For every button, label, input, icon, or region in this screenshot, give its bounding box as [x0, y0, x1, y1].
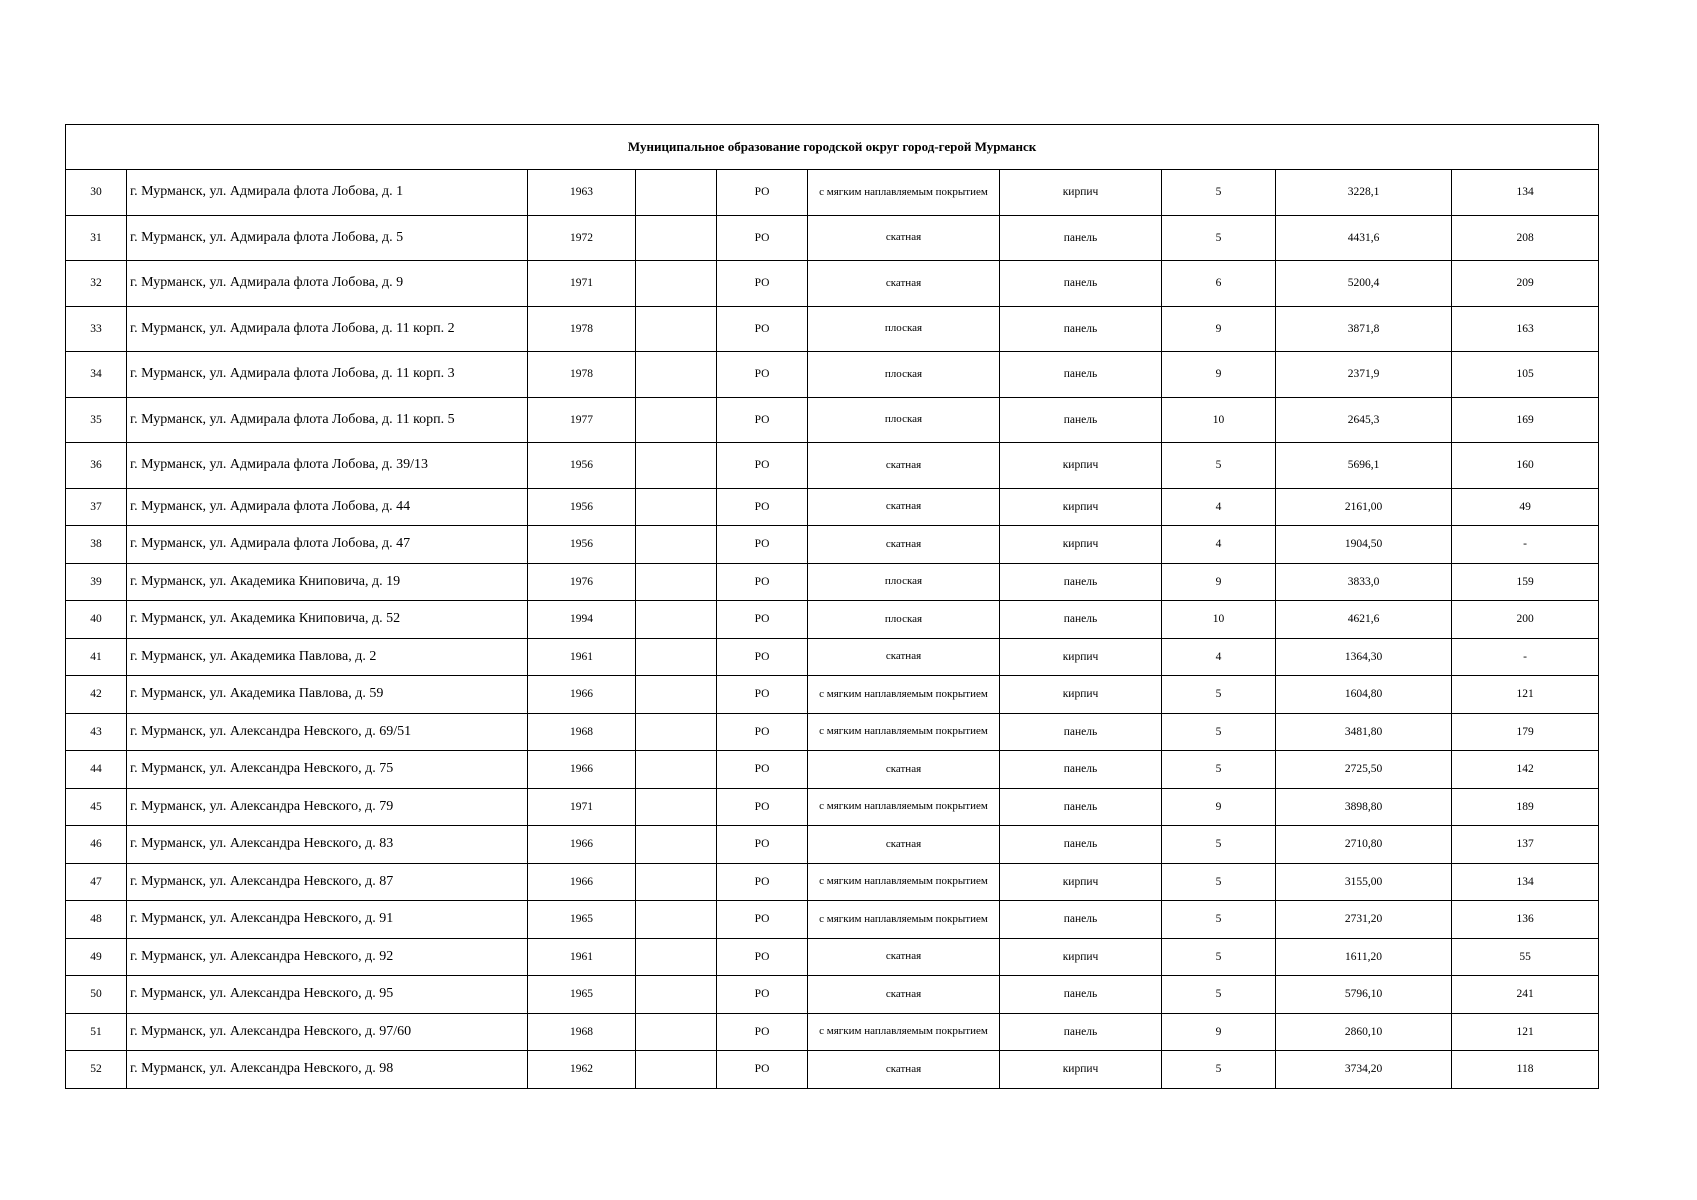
address-cell: г. Мурманск, ул. Александра Невского, д. 91 [127, 901, 528, 939]
address-cell: г. Мурманск, ул. Адмирала флота Лобова, д. 1 [127, 170, 528, 216]
wall-material-cell: кирпич [1000, 488, 1162, 526]
floors-cell: 5 [1162, 751, 1276, 789]
empty-cell [636, 676, 717, 714]
year-built-cell: 1956 [528, 526, 636, 564]
empty-cell [636, 788, 717, 826]
address-cell: г. Мурманск, ул. Академика Книповича, д. 52 [127, 601, 528, 639]
empty-cell [636, 306, 717, 352]
method-cell: РО [717, 261, 808, 307]
address-cell: г. Мурманск, ул. Адмирала флота Лобова, д. 44 [127, 488, 528, 526]
wall-material-cell: панель [1000, 215, 1162, 261]
roof-type-cell: с мягким наплавляемым покрытием [808, 788, 1000, 826]
residents-cell: 121 [1452, 1013, 1599, 1051]
residents-cell: 163 [1452, 306, 1599, 352]
table-row [66, 901, 1599, 939]
residents-cell: 209 [1452, 261, 1599, 307]
table-row [66, 526, 1599, 564]
table-row [66, 215, 1599, 261]
row-number-cell: 48 [66, 901, 127, 939]
roof-type-cell: скатная [808, 215, 1000, 261]
address-cell: г. Мурманск, ул. Академика Книповича, д. 19 [127, 563, 528, 601]
year-built-cell: 1961 [528, 638, 636, 676]
method-cell: РО [717, 863, 808, 901]
method-cell: РО [717, 563, 808, 601]
floors-cell: 5 [1162, 443, 1276, 489]
floors-cell: 5 [1162, 1051, 1276, 1089]
address-cell: г. Мурманск, ул. Александра Невского, д. 92 [127, 938, 528, 976]
roof-type-cell: плоская [808, 563, 1000, 601]
method-cell: РО [717, 676, 808, 714]
residents-cell: 134 [1452, 170, 1599, 216]
empty-cell [636, 601, 717, 639]
address-cell: г. Мурманск, ул. Академика Павлова, д. 2 [127, 638, 528, 676]
residents-cell: 105 [1452, 352, 1599, 398]
year-built-cell: 1966 [528, 676, 636, 714]
residents-cell: 137 [1452, 826, 1599, 864]
method-cell: РО [717, 751, 808, 789]
residents-cell: 160 [1452, 443, 1599, 489]
floors-cell: 5 [1162, 676, 1276, 714]
method-cell: РО [717, 352, 808, 398]
table-row [66, 713, 1599, 751]
empty-cell [636, 751, 717, 789]
year-built-cell: 1977 [528, 397, 636, 443]
table-row [66, 788, 1599, 826]
buildings-table [65, 124, 1599, 1089]
wall-material-cell: кирпич [1000, 1051, 1162, 1089]
empty-cell [636, 976, 717, 1014]
wall-material-cell: панель [1000, 352, 1162, 398]
empty-cell [636, 826, 717, 864]
residents-cell: 134 [1452, 863, 1599, 901]
method-cell: РО [717, 938, 808, 976]
area-cell: 3833,0 [1276, 563, 1452, 601]
area-cell: 2371,9 [1276, 352, 1452, 398]
roof-type-cell: скатная [808, 938, 1000, 976]
wall-material-cell: панель [1000, 261, 1162, 307]
floors-cell: 9 [1162, 306, 1276, 352]
row-number-cell: 50 [66, 976, 127, 1014]
table-row [66, 443, 1599, 489]
row-number-cell: 46 [66, 826, 127, 864]
floors-cell: 5 [1162, 938, 1276, 976]
row-number-cell: 38 [66, 526, 127, 564]
roof-type-cell: с мягким наплавляемым покрытием [808, 713, 1000, 751]
empty-cell [636, 563, 717, 601]
method-cell: РО [717, 215, 808, 261]
roof-type-cell: с мягким наплавляемым покрытием [808, 863, 1000, 901]
address-cell: г. Мурманск, ул. Александра Невского, д. 75 [127, 751, 528, 789]
area-cell: 2725,50 [1276, 751, 1452, 789]
method-cell: РО [717, 713, 808, 751]
area-cell: 3155,00 [1276, 863, 1452, 901]
floors-cell: 9 [1162, 352, 1276, 398]
year-built-cell: 1978 [528, 306, 636, 352]
wall-material-cell: панель [1000, 601, 1162, 639]
floors-cell: 5 [1162, 863, 1276, 901]
wall-material-cell: панель [1000, 563, 1162, 601]
area-cell: 3228,1 [1276, 170, 1452, 216]
residents-cell: 189 [1452, 788, 1599, 826]
roof-type-cell: с мягким наплавляемым покрытием [808, 170, 1000, 216]
table-row [66, 976, 1599, 1014]
year-built-cell: 1994 [528, 601, 636, 639]
year-built-cell: 1962 [528, 1051, 636, 1089]
empty-cell [636, 901, 717, 939]
roof-type-cell: скатная [808, 826, 1000, 864]
wall-material-cell: панель [1000, 901, 1162, 939]
address-cell: г. Мурманск, ул. Адмирала флота Лобова, д. 11 корп. 5 [127, 397, 528, 443]
floors-cell: 5 [1162, 976, 1276, 1014]
table-row [66, 563, 1599, 601]
area-cell: 5696,1 [1276, 443, 1452, 489]
floors-cell: 10 [1162, 397, 1276, 443]
row-number-cell: 41 [66, 638, 127, 676]
empty-cell [636, 215, 717, 261]
row-number-cell: 34 [66, 352, 127, 398]
table-row [66, 397, 1599, 443]
roof-type-cell: плоская [808, 352, 1000, 398]
area-cell: 1611,20 [1276, 938, 1452, 976]
year-built-cell: 1966 [528, 863, 636, 901]
table-row [66, 488, 1599, 526]
residents-cell: 49 [1452, 488, 1599, 526]
row-number-cell: 42 [66, 676, 127, 714]
table-title-row [66, 125, 1599, 170]
year-built-cell: 1961 [528, 938, 636, 976]
table-row [66, 751, 1599, 789]
row-number-cell: 31 [66, 215, 127, 261]
row-number-cell: 44 [66, 751, 127, 789]
floors-cell: 4 [1162, 488, 1276, 526]
roof-type-cell: с мягким наплавляемым покрытием [808, 676, 1000, 714]
year-built-cell: 1956 [528, 443, 636, 489]
roof-type-cell: скатная [808, 751, 1000, 789]
year-built-cell: 1978 [528, 352, 636, 398]
address-cell: г. Мурманск, ул. Александра Невского, д. 87 [127, 863, 528, 901]
floors-cell: 9 [1162, 563, 1276, 601]
residents-cell: 142 [1452, 751, 1599, 789]
area-cell: 1904,50 [1276, 526, 1452, 564]
method-cell: РО [717, 443, 808, 489]
row-number-cell: 45 [66, 788, 127, 826]
row-number-cell: 51 [66, 1013, 127, 1051]
roof-type-cell: скатная [808, 638, 1000, 676]
area-cell: 3898,80 [1276, 788, 1452, 826]
method-cell: РО [717, 1013, 808, 1051]
table-row [66, 601, 1599, 639]
year-built-cell: 1968 [528, 1013, 636, 1051]
empty-cell [636, 938, 717, 976]
address-cell: г. Мурманск, ул. Адмирала флота Лобова, д. 11 корп. 3 [127, 352, 528, 398]
roof-type-cell: скатная [808, 526, 1000, 564]
row-number-cell: 33 [66, 306, 127, 352]
method-cell: РО [717, 788, 808, 826]
row-number-cell: 40 [66, 601, 127, 639]
row-number-cell: 36 [66, 443, 127, 489]
area-cell: 4431,6 [1276, 215, 1452, 261]
residents-cell: 55 [1452, 938, 1599, 976]
residents-cell: 159 [1452, 563, 1599, 601]
area-cell: 2710,80 [1276, 826, 1452, 864]
area-cell: 3871,8 [1276, 306, 1452, 352]
wall-material-cell: панель [1000, 397, 1162, 443]
residents-cell: 179 [1452, 713, 1599, 751]
roof-type-cell: скатная [808, 488, 1000, 526]
year-built-cell: 1966 [528, 751, 636, 789]
method-cell: РО [717, 170, 808, 216]
empty-cell [636, 713, 717, 751]
method-cell: РО [717, 976, 808, 1014]
table-row [66, 306, 1599, 352]
area-cell: 3734,20 [1276, 1051, 1452, 1089]
method-cell: РО [717, 1051, 808, 1089]
residents-cell: 136 [1452, 901, 1599, 939]
year-built-cell: 1971 [528, 788, 636, 826]
residents-cell: 118 [1452, 1051, 1599, 1089]
method-cell: РО [717, 306, 808, 352]
row-number-cell: 43 [66, 713, 127, 751]
address-cell: г. Мурманск, ул. Адмирала флота Лобова, д. 9 [127, 261, 528, 307]
wall-material-cell: панель [1000, 1013, 1162, 1051]
wall-material-cell: панель [1000, 788, 1162, 826]
roof-type-cell: скатная [808, 443, 1000, 489]
roof-type-cell: скатная [808, 976, 1000, 1014]
wall-material-cell: кирпич [1000, 863, 1162, 901]
floors-cell: 5 [1162, 713, 1276, 751]
table-row [66, 1013, 1599, 1051]
floors-cell: 5 [1162, 901, 1276, 939]
method-cell: РО [717, 826, 808, 864]
residents-cell: 241 [1452, 976, 1599, 1014]
wall-material-cell: панель [1000, 713, 1162, 751]
year-built-cell: 1971 [528, 261, 636, 307]
empty-cell [636, 638, 717, 676]
empty-cell [636, 443, 717, 489]
method-cell: РО [717, 901, 808, 939]
table-row [66, 170, 1599, 216]
wall-material-cell: кирпич [1000, 526, 1162, 564]
area-cell: 1604,80 [1276, 676, 1452, 714]
table-row [66, 826, 1599, 864]
address-cell: г. Мурманск, ул. Адмирала флота Лобова, д. 11 корп. 2 [127, 306, 528, 352]
row-number-cell: 30 [66, 170, 127, 216]
roof-type-cell: с мягким наплавляемым покрытием [808, 1013, 1000, 1051]
empty-cell [636, 526, 717, 564]
empty-cell [636, 397, 717, 443]
row-number-cell: 35 [66, 397, 127, 443]
row-number-cell: 49 [66, 938, 127, 976]
address-cell: г. Мурманск, ул. Александра Невского, д. 79 [127, 788, 528, 826]
floors-cell: 4 [1162, 526, 1276, 564]
area-cell: 2860,10 [1276, 1013, 1452, 1051]
method-cell: РО [717, 526, 808, 564]
wall-material-cell: панель [1000, 751, 1162, 789]
floors-cell: 5 [1162, 215, 1276, 261]
address-cell: г. Мурманск, ул. Александра Невского, д. 95 [127, 976, 528, 1014]
year-built-cell: 1963 [528, 170, 636, 216]
residents-cell: - [1452, 638, 1599, 676]
area-cell: 4621,6 [1276, 601, 1452, 639]
roof-type-cell: плоская [808, 601, 1000, 639]
floors-cell: 9 [1162, 788, 1276, 826]
area-cell: 3481,80 [1276, 713, 1452, 751]
year-built-cell: 1965 [528, 976, 636, 1014]
area-cell: 1364,30 [1276, 638, 1452, 676]
address-cell: г. Мурманск, ул. Адмирала флота Лобова, д. 47 [127, 526, 528, 564]
table-row [66, 352, 1599, 398]
table-row [66, 938, 1599, 976]
residents-cell: 121 [1452, 676, 1599, 714]
empty-cell [636, 261, 717, 307]
method-cell: РО [717, 601, 808, 639]
area-cell: 2645,3 [1276, 397, 1452, 443]
roof-type-cell: скатная [808, 261, 1000, 307]
address-cell: г. Мурманск, ул. Адмирала флота Лобова, д. 39/13 [127, 443, 528, 489]
year-built-cell: 1966 [528, 826, 636, 864]
empty-cell [636, 170, 717, 216]
wall-material-cell: панель [1000, 976, 1162, 1014]
table-row [66, 676, 1599, 714]
floors-cell: 4 [1162, 638, 1276, 676]
table-row [66, 1051, 1599, 1089]
method-cell: РО [717, 488, 808, 526]
residents-cell: 208 [1452, 215, 1599, 261]
address-cell: г. Мурманск, ул. Александра Невского, д. 69/51 [127, 713, 528, 751]
wall-material-cell: кирпич [1000, 638, 1162, 676]
address-cell: г. Мурманск, ул. Адмирала флота Лобова, д. 5 [127, 215, 528, 261]
roof-type-cell: плоская [808, 397, 1000, 443]
table-row [66, 261, 1599, 307]
area-cell: 2731,20 [1276, 901, 1452, 939]
method-cell: РО [717, 638, 808, 676]
empty-cell [636, 352, 717, 398]
wall-material-cell: кирпич [1000, 170, 1162, 216]
year-built-cell: 1976 [528, 563, 636, 601]
roof-type-cell: плоская [808, 306, 1000, 352]
wall-material-cell: кирпич [1000, 443, 1162, 489]
year-built-cell: 1965 [528, 901, 636, 939]
residents-cell: - [1452, 526, 1599, 564]
address-cell: г. Мурманск, ул. Александра Невского, д. 97/60 [127, 1013, 528, 1051]
row-number-cell: 39 [66, 563, 127, 601]
floors-cell: 5 [1162, 170, 1276, 216]
wall-material-cell: панель [1000, 826, 1162, 864]
wall-material-cell: кирпич [1000, 938, 1162, 976]
floors-cell: 9 [1162, 1013, 1276, 1051]
empty-cell [636, 488, 717, 526]
wall-material-cell: панель [1000, 306, 1162, 352]
year-built-cell: 1972 [528, 215, 636, 261]
table-row [66, 638, 1599, 676]
year-built-cell: 1968 [528, 713, 636, 751]
roof-type-cell: с мягким наплавляемым покрытием [808, 901, 1000, 939]
area-cell: 5200,4 [1276, 261, 1452, 307]
address-cell: г. Мурманск, ул. Александра Невского, д. 98 [127, 1051, 528, 1089]
row-number-cell: 52 [66, 1051, 127, 1089]
floors-cell: 5 [1162, 826, 1276, 864]
floors-cell: 6 [1162, 261, 1276, 307]
empty-cell [636, 863, 717, 901]
roof-type-cell: скатная [808, 1051, 1000, 1089]
address-cell: г. Мурманск, ул. Академика Павлова, д. 59 [127, 676, 528, 714]
method-cell: РО [717, 397, 808, 443]
area-cell: 2161,00 [1276, 488, 1452, 526]
empty-cell [636, 1051, 717, 1089]
table-row [66, 863, 1599, 901]
empty-cell [636, 1013, 717, 1051]
year-built-cell: 1956 [528, 488, 636, 526]
area-cell: 5796,10 [1276, 976, 1452, 1014]
residents-cell: 169 [1452, 397, 1599, 443]
wall-material-cell: кирпич [1000, 676, 1162, 714]
address-cell: г. Мурманск, ул. Александра Невского, д. 83 [127, 826, 528, 864]
floors-cell: 10 [1162, 601, 1276, 639]
row-number-cell: 47 [66, 863, 127, 901]
residents-cell: 200 [1452, 601, 1599, 639]
row-number-cell: 32 [66, 261, 127, 307]
municipality-title: Муниципальное образование городской округ город-герой Мурманск [66, 125, 1599, 170]
row-number-cell: 37 [66, 488, 127, 526]
